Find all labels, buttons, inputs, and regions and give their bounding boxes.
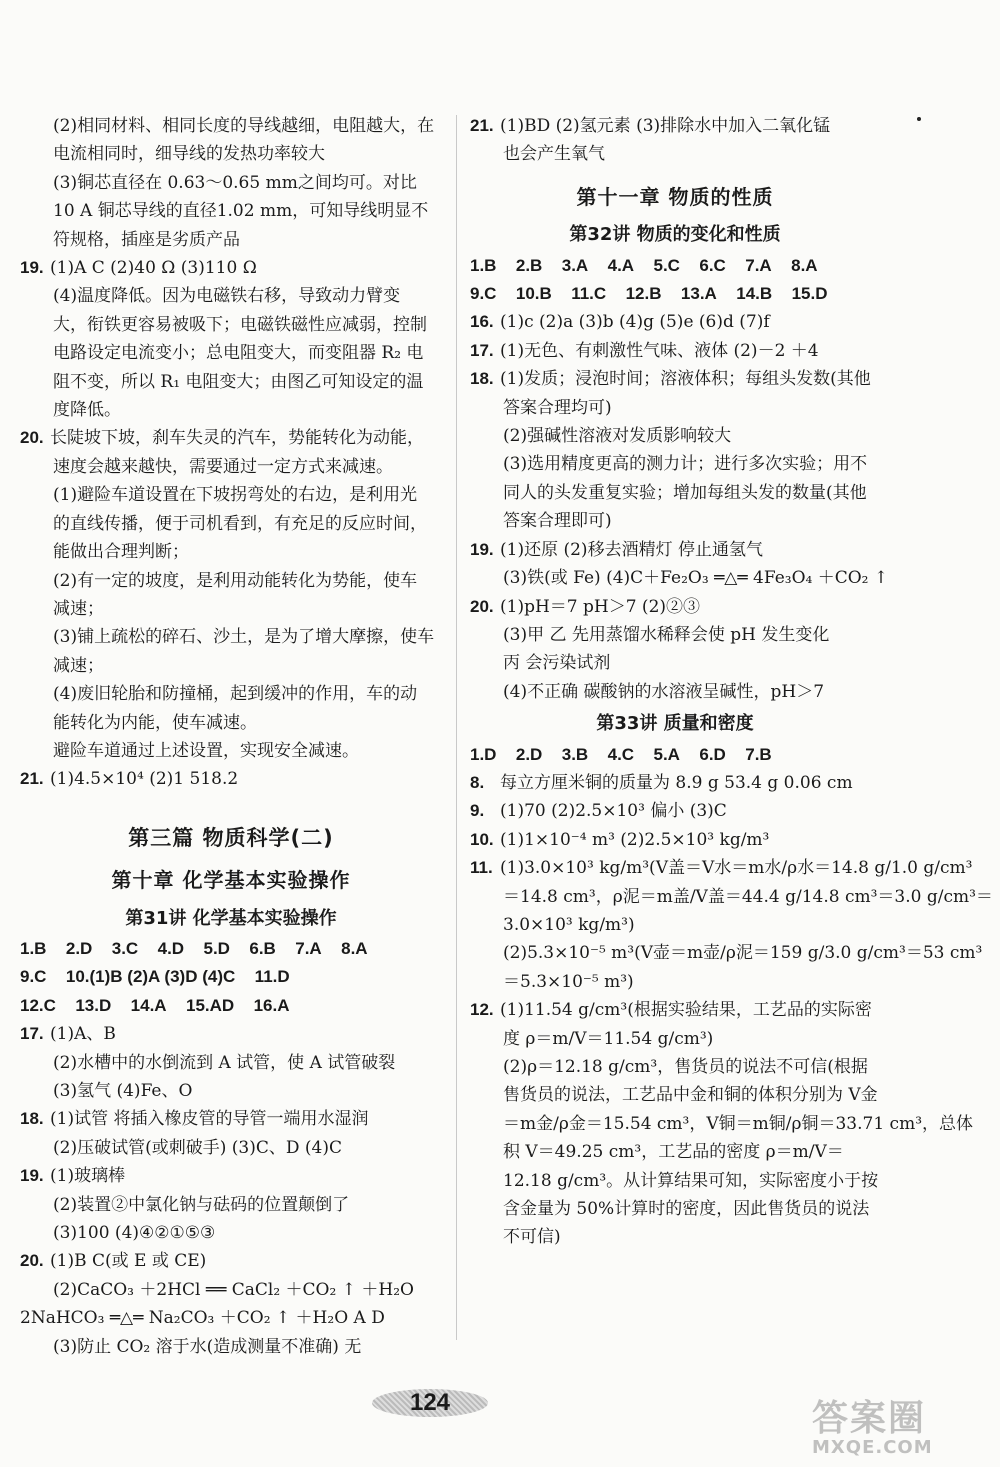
answer-text: (1)B C(或 E 或 CE) [50,1251,207,1272]
choice-answer: 10.(1)B (2)A (3)D (4)C [65,967,236,987]
text-line: (3)氢气 (4)Fe、O [53,1081,193,1101]
chapter-title: 第十章 化学基本实验操作 [111,868,351,893]
text-line: (2)有一定的坡度，是利用动能转化为势能，使车 [53,570,418,591]
choice-answer: 11.D [254,967,290,987]
answer-text: (1)还原 (2)移去酒精灯 停止通氢气 [500,539,763,560]
choice-answer: 5.A [653,744,680,764]
watermark [812,1390,992,1460]
text-line: (2)CaCO₃ ＋2HCl ══ CaCl₂ ＋CO₂ ↑ ＋H₂O [53,1279,414,1300]
question-18 [20,1105,442,1133]
choice-answers-row [20,935,442,963]
choice-answer: 6.C [699,255,726,275]
watermark-logo-text: 答案圈 [812,1398,927,1439]
text-line: (3)铁(或 Fe) (4)C＋Fe₂O₃ ═△═ 4Fe₃O₄ ＋CO₂ ↑ [503,568,889,589]
question-number: 19. [20,1166,44,1186]
question-number: 20. [470,596,494,616]
question-19-right [470,536,880,564]
choice-answers-row [20,963,442,991]
text-line: (3)选用精度更高的测力计；进行多次实验；用不 [503,454,868,475]
text-line: (2)强碱性溶液对发质影响较大 [503,426,732,447]
column-divider [456,115,457,1340]
question-17-right [470,337,880,365]
choice-answer: 15.D [791,284,828,304]
left-column [20,112,442,1361]
choice-answer: 5.C [653,255,680,275]
answer-text: (1)发质；浸泡时间；溶液体积；每组头发数(其他 [500,369,871,390]
question-number: 12. [470,1000,494,1020]
choice-answer: 16.A [253,995,290,1015]
answer-text: (1)无色、有刺激性气味、液体 (2)－2 ＋4 [500,340,819,361]
text-line: ＝14.8 cm³，ρ泥＝m盖/V盖＝44.4 g/14.8 cm³＝3.0 g/cm³＝ [503,886,993,907]
text-line: 能转化为内能，使车减速。 [53,712,257,733]
answer-text: (1)c (2)a (3)b (4)g (5)e (6)d (7)f [500,312,770,333]
text-line: 阻不变，所以 R₁ 电阻变大；由图乙可知设定的温 [53,371,424,392]
choice-answer: 8.A [341,938,368,958]
question-20b [20,1247,442,1275]
text-line: 售货员的说法，工艺品中金和铜的体积分别为 V金 [503,1085,878,1106]
right-column [470,112,993,1252]
question-12 [470,996,880,1024]
choice-answer: 14.A [130,995,167,1015]
question-number: 11. [470,858,493,878]
text-line: 10 A 铜芯导线的直径1.02 mm，可知导线明显不 [53,201,429,222]
text-line: 能做出合理判断； [53,542,189,563]
stray-dot [917,117,921,121]
text-line: (3)铺上疏松的碎石、沙土，是为了增大摩擦，使车 [53,627,435,648]
choice-answer: 6.B [249,938,276,958]
choice-answer: 3.C [111,938,139,958]
choice-answer: 3.A [561,255,589,275]
question-16 [470,308,880,336]
choice-answer: 2.D [515,744,543,764]
question-17 [20,1020,442,1048]
question-number: 16. [470,312,494,332]
choice-answer: 4.C [607,744,635,764]
text-line: 2NaHCO₃ ═△═ Na₂CO₃ ＋CO₂ ↑ ＋H₂O A D [20,1308,385,1329]
chapter-title: 第十一章 物质的性质 [576,184,774,209]
lesson-title: 第31讲 化学基本实验操作 [125,907,337,929]
choice-answer: 7.A [295,938,322,958]
answer-text: (1)A C (2)40 Ω (3)110 Ω [50,258,257,279]
question-number: 20. [20,428,44,448]
question-18-right [470,365,880,393]
choice-answer: 1.B [20,938,47,958]
choice-answer: 10.B [515,284,552,304]
watermark-url: MXQE.COM [812,1437,933,1458]
text-line: 答案合理均可) [503,397,612,418]
text-line: ＝m金/ρ金＝15.54 cm³，V铜＝m铜/ρ铜＝33.71 cm³，总体 [503,1113,974,1134]
lesson-title: 第33讲 质量和密度 [596,713,754,735]
text-line: 也会产生氧气 [503,144,605,165]
text-line: 不可信) [503,1227,561,1248]
text-line: 含金量为 50%计算时的密度，因此售货员的说法 [503,1199,870,1220]
part-title: 第三篇 物质科学(二) [128,825,334,850]
text-line: 度降低。 [53,400,121,421]
text-line: 同人的头发重复实验；增加每组头发的数量(其他 [503,482,867,503]
question-number: 21. [470,116,494,135]
text-line: 3.0×10³ kg/m³) [503,914,635,935]
question-number: 19. [20,258,44,278]
question-number: 8. [470,772,485,792]
answer-text: (1)A、B [50,1024,116,1045]
choice-answer: 2.D [65,938,93,958]
text-line: 减速； [53,598,104,619]
page-number-badge [372,1385,488,1421]
choice-answer: 4.D [157,938,185,958]
answer-text: (1)玻璃棒 [50,1166,126,1187]
choice-answer: 3.B [561,744,589,764]
text-line: 的直线传播，便于司机看到，有充足的反应时间， [53,513,427,534]
choice-answer: 7.B [745,744,772,764]
question-number: 21. [20,769,44,789]
text-line: (4)废旧轮胎和防撞桶，起到缓冲的作用，车的动 [53,684,418,705]
text-line: (4)温度降低。因为电磁铁右移，导致动力臂变 [53,286,401,307]
choice-answer: 11.C [571,284,607,304]
question-11 [470,854,973,882]
choice-answer: 1.D [470,744,497,764]
choice-answers-row [470,280,880,308]
text-line: 电流相同时，细导线的发热功率较大 [53,144,325,165]
text-line: 丙 会污染试剂 [503,653,611,674]
question-8 [470,769,880,797]
text-line: (2)ρ＝12.18 g/cm³，售货员的说法不可信(根据 [503,1057,868,1077]
choice-answer: 9.C [20,967,47,987]
choice-answer: 8.A [791,255,818,275]
answer-text: 长陡坡下坡，刹车失灵的汽车，势能转化为动能， [50,428,424,449]
choice-answer: 4.A [607,255,635,275]
question-number: 17. [470,340,494,360]
answer-text: (1)11.54 g/cm³(根据实验结果，工艺品的实际密 [500,1000,872,1021]
choice-answer: 12.B [625,284,662,304]
text-line: (3)100 (4)④②①⑤③ [53,1223,216,1244]
question-number: 17. [20,1024,44,1044]
answer-text: 每立方厘米铜的质量为 8.9 g 53.4 g 0.06 cm [500,772,853,793]
text-line: 符规格，插座是劣质产品 [53,229,240,250]
text-line: (2)相同材料、相同长度的导线越细，电阻越大，在 [53,116,435,136]
choice-answer: 2.B [515,255,543,275]
choice-answer: 7.A [745,255,772,275]
text-line: 答案合理即可) [503,511,612,532]
text-line: (4)不正确 碳酸钠的水溶液呈碱性，pH＞7 [503,681,825,702]
question-number: 9. [470,801,485,821]
text-line: (2)水槽中的水倒流到 A 试管，使 A 试管破裂 [53,1052,396,1073]
text-line: (2)装置②中氯化钠与砝码的位置颠倒了 [53,1194,350,1215]
text-line: 12.18 g/cm³。从计算结果可知，实际密度小于按 [503,1170,879,1191]
choice-answers-row [470,741,880,769]
question-19 [20,254,442,282]
text-line: 大，衔铁更容易被吸下；电磁铁磁性应减弱，控制 [53,314,427,335]
question-number: 18. [470,369,494,389]
choice-answer: 13.A [680,284,717,304]
question-21-right [470,112,880,140]
text-line: (3)甲 乙 先用蒸馏水稀释会使 pH 发生变化 [503,624,830,645]
choice-answer: 12.C [20,995,56,1015]
question-20-right [470,593,880,621]
text-line: 积 V＝49.25 cm³，工艺品的密度 ρ＝m/V＝ [503,1142,844,1163]
choice-answer: 5.D [203,938,230,958]
text-line: 速度会越来越快，需要通过一定方式来减速。 [53,456,393,477]
answer-text: (1)试管 将插入橡皮管的导管一端用水湿润 [50,1109,369,1130]
text-line: (3)防止 CO₂ 溶于水(造成测量不准确) 无 [53,1336,362,1357]
question-number: 20. [20,1251,44,1271]
lesson-title: 第32讲 物质的变化和性质 [569,224,781,246]
question-number: 10. [470,829,494,849]
text-line: 减速； [53,655,104,676]
choice-answer: 13.D [75,995,112,1015]
choice-answer: 9.C [470,284,497,304]
question-number: 19. [470,539,494,559]
choice-answer: 6.D [699,744,726,764]
text-line: (3)铜芯直径在 0.63～0.65 mm之间均可。对比 [53,172,417,193]
text-line: 度 ρ＝m/V＝11.54 g/cm³) [503,1028,714,1049]
answer-text: (1)pH＝7 pH＞7 (2)②③ [500,596,701,617]
text-line: 电路设定电流变小；总电阻变大，而变阻器 R₂ 电 [53,343,424,364]
choice-answers-row [470,252,880,280]
question-19b [20,1162,442,1190]
choice-answer: 15.AD [185,995,235,1015]
answer-text: (1)1×10⁻⁴ m³ (2)2.5×10³ kg/m³ [500,829,770,850]
question-number: 18. [20,1109,44,1129]
page-number: 124 [409,1389,451,1416]
answer-text: (1)70 (2)2.5×10³ 偏小 (3)C [500,801,727,822]
text-line: 避险车道通过上述设置，实现安全减速。 [53,740,359,761]
question-20 [20,424,442,452]
text-line: (2)压破试管(或刺破手) (3)C、D (4)C [53,1137,342,1158]
question-21 [20,765,442,793]
text-line: ＝5.3×10⁻⁵ m³) [503,971,634,992]
choice-answers-row [20,992,442,1020]
answer-text: (1)3.0×10³ kg/m³(V盖＝V水＝m水/ρ水＝14.8 g/1.0 g/cm³ [500,858,973,879]
question-9 [470,797,880,825]
question-10 [470,826,880,854]
text-line: (1)避险车道设置在下坡拐弯处的右边，是利用光 [53,485,418,506]
answer-text: (1)4.5×10⁴ (2)1 518.2 [50,769,239,790]
text-line: (2)5.3×10⁻⁵ m³(V壶＝m壶/ρ泥＝159 g/3.0 g/cm³＝53 cm³ [503,943,983,964]
answer-text: (1)BD (2)氢元素 (3)排除水中加入二氧化锰 [500,116,831,136]
choice-answer: 14.B [736,284,773,304]
choice-answer: 1.B [470,255,497,275]
